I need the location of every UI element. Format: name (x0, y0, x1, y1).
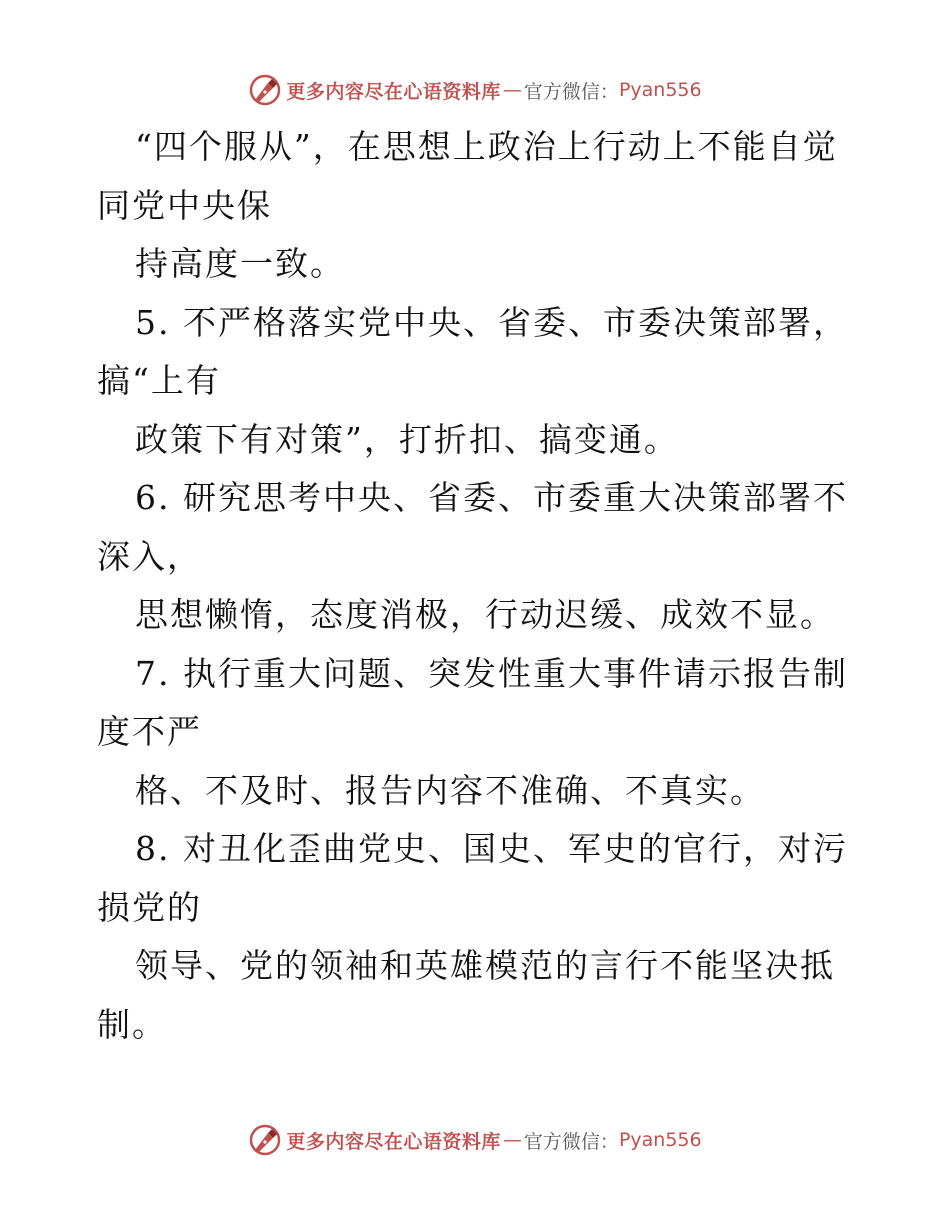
text-line: 深入， (97, 536, 202, 576)
watermark-label: 官方微信： (523, 1130, 619, 1153)
watermark-label: 官方微信： (523, 80, 619, 103)
watermark-text: 更多内容尽在心语资料库 (286, 80, 501, 103)
text-line: 格、不及时、报告内容不准确、不真实。 (135, 770, 765, 810)
document-body (97, 118, 867, 1054)
watermark-dash: — (502, 79, 522, 101)
watermark-banner-top (0, 70, 950, 110)
text-line: 持高度一致。 (135, 244, 345, 283)
text-line: 5. 不严格落实党中央、省委、市委决策部署， (135, 302, 848, 342)
text-line: 同党中央保 (97, 185, 272, 225)
text-line: 度不严 (97, 712, 202, 751)
watermark-text: 更多内容尽在心语资料库 (286, 1130, 501, 1153)
watermark-dash: — (502, 1129, 522, 1151)
paragraph-item-6 (97, 469, 867, 645)
pen-nib-logo-icon (248, 1123, 282, 1157)
text-line: 搞“上有 (97, 361, 221, 400)
watermark-wechat-id: Pyan556 (618, 79, 702, 101)
paragraph-item-8 (97, 820, 867, 1054)
paragraph-item-5 (97, 294, 867, 470)
watermark-banner-bottom (0, 1120, 950, 1160)
pen-nib-logo-icon (248, 73, 282, 107)
text-line: 政策下有对策”，打折扣、搞变通。 (135, 419, 679, 459)
text-line: 思想懒惰，态度消极，行动迟缓、成效不显。 (135, 595, 835, 634)
paragraph-item-7 (97, 645, 867, 821)
paragraph-4-continued (97, 118, 867, 294)
text-line: 损党的 (97, 887, 202, 927)
text-line: 制。 (97, 1004, 167, 1044)
text-line: 7. 执行重大问题、突发性重大事件请示报告制 (135, 653, 848, 693)
text-line: “四个服从”，在思想上政治上行动上不能自觉 (135, 127, 838, 166)
text-line: 6. 研究思考中央、省委、市委重大决策部署不 (135, 478, 848, 517)
watermark-wechat-id: Pyan556 (618, 1129, 702, 1151)
text-line: 8. 对丑化歪曲党史、国史、军史的官行，对污 (135, 829, 848, 868)
text-line: 领导、党的领袖和英雄模范的言行不能坚决抵 (135, 946, 835, 985)
